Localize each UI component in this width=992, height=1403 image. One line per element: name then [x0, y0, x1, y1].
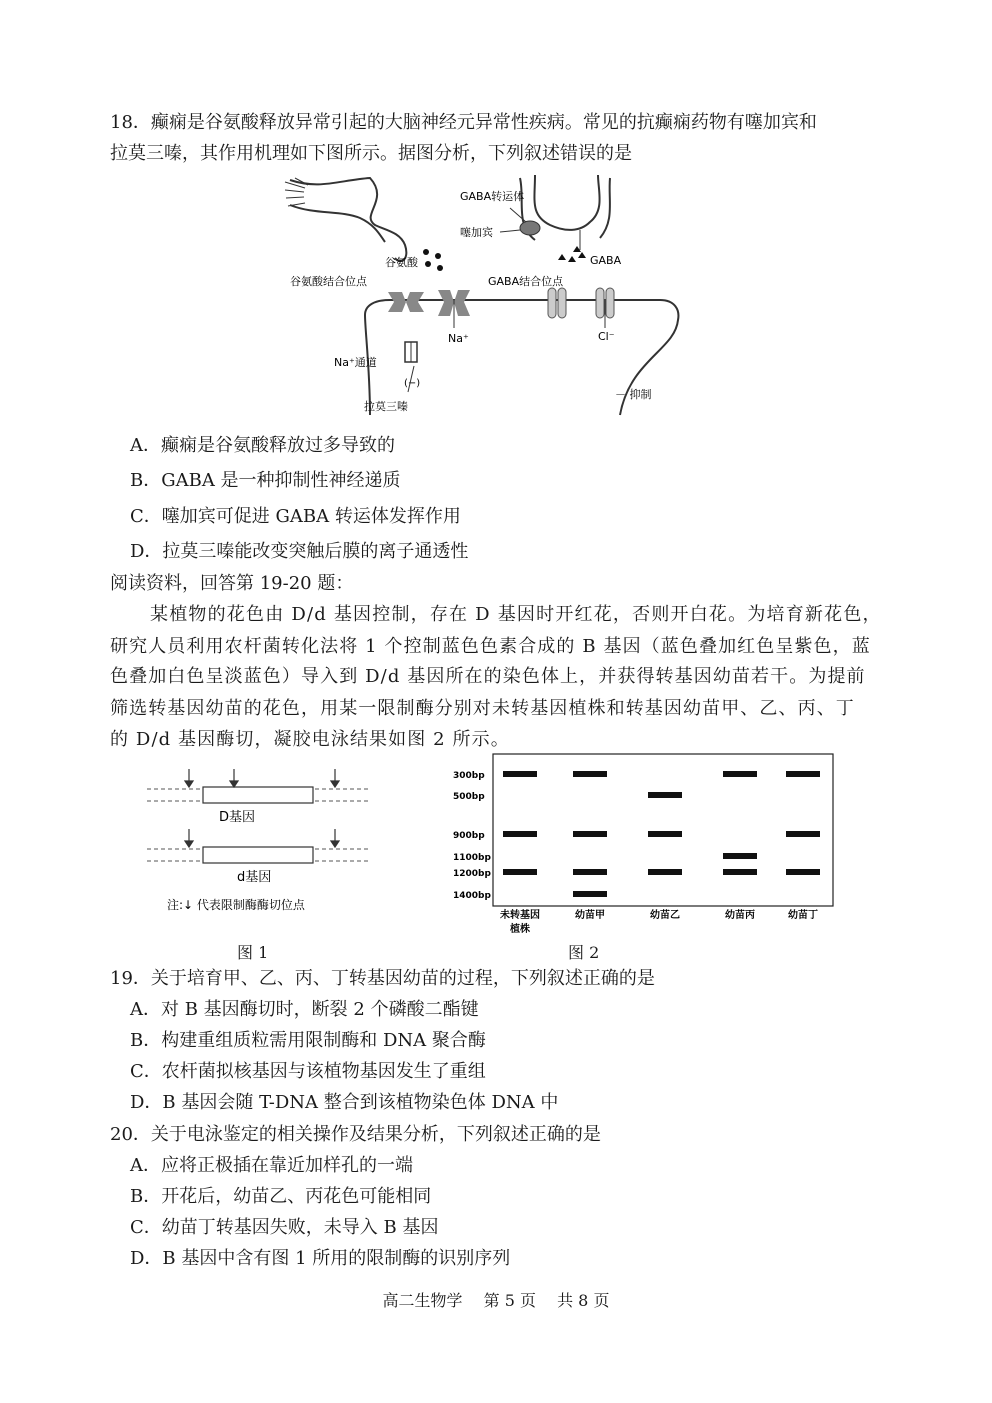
reading-paragraph-line1: 某植物的花色由 D/d 基因控制，存在 D 基因时开红花，否则开白花。为培育新花色，: [150, 604, 882, 625]
band-lane0-900bp: [503, 831, 537, 837]
synapse-figure: [280, 170, 700, 420]
band-lane4-900bp: [786, 831, 820, 837]
lane-label-0: 未转基因: [500, 910, 540, 921]
marker-label-0: 300bp: [453, 771, 485, 781]
glutamate-dots: [423, 249, 443, 271]
lane-label-0-line2: 植株: [510, 924, 530, 935]
reading-paragraph-line3: 色叠加白色呈淡蓝色）导入到 D/d 基因所在的染色体上，并获得转基因幼苗若干。为提前: [110, 666, 866, 687]
q19-option-c: C．农杆菌拟核基因与该植物基因发生了重组: [130, 1061, 486, 1082]
q18-stem-line2: 拉莫三嗪，其作用机理如下图所示。据图分析，下列叙述错误的是: [110, 143, 632, 164]
q19-option-b: B．构建重组质粒需用限制酶和 DNA 聚合酶: [130, 1030, 486, 1051]
footer-subject: 高二生物学: [382, 1291, 463, 1310]
cut-site-arrows-d: [185, 769, 339, 787]
reading-paragraph-line4: 筛选转基因幼苗的花色，用某一限制酶分别对未转基因植株和转基因幼苗甲、乙、丙、丁: [110, 698, 855, 719]
lamotrigine-label: 拉莫三嗪: [364, 400, 408, 413]
q20-option-c: C．幼苗丁转基因失败，未导入 B 基因: [130, 1217, 439, 1238]
band-lane0-1200bp: [503, 869, 537, 875]
dd-gene-label: d基因: [237, 870, 272, 885]
band-lane4-1200bp: [786, 869, 820, 875]
band-lane3-1100bp: [723, 853, 757, 859]
tiagabine-label: 噻加宾: [460, 226, 493, 239]
q20-option-d: D．B 基因中含有图 1 所用的限制酶的识别序列: [130, 1248, 511, 1269]
band-lane3-300bp: [723, 771, 757, 777]
q18-option-b: B．GABA 是一种抑制性神经递质: [130, 470, 401, 491]
presynaptic-neuron-left: [290, 178, 406, 261]
q18-stem-line1: 18．癫痫是谷氨酸释放异常引起的大脑神经元异常性疾病。常见的抗癫痫药物有噻加宾和: [110, 112, 817, 133]
marker-label-4: 1200bp: [453, 869, 491, 879]
cl-ion-label: Cl⁻: [598, 330, 615, 343]
gel-electrophoresis-chart: [450, 752, 840, 942]
cut-site-arrows-dd: [185, 829, 339, 847]
na-channel-label: Na⁺通道: [334, 356, 377, 369]
d-gene-diagram: [147, 769, 370, 825]
q20-stem: 20．关于电泳鉴定的相关操作及结果分析，下列叙述正确的是: [110, 1124, 601, 1145]
reading-paragraph-line2: 研究人员利用农杆菌转化法将 1 个控制蓝色色素合成的 B 基因（蓝色叠加红色呈紫色，蓝: [110, 636, 871, 657]
gaba-transporter: [520, 221, 540, 235]
band-lane1-1400bp: [573, 891, 607, 897]
d-gene-label: D基因: [219, 810, 256, 825]
fig1-caption: 图 1: [237, 943, 269, 962]
lane-label-1: 幼苗甲: [575, 910, 605, 921]
gaba-transporter-label: GABA转运体: [460, 190, 525, 203]
band-lane1-300bp: [573, 771, 607, 777]
gel-frame: [493, 754, 833, 906]
band-lane0-300bp: [503, 771, 537, 777]
figure-1: [145, 765, 375, 920]
band-lane2-1200bp: [648, 869, 682, 875]
q19-option-a: A．对 B 基因酶切时，断裂 2 个磷酸二酯键: [130, 999, 479, 1020]
marker-label-1: 500bp: [453, 792, 485, 802]
q18-option-d: D．拉莫三嗪能改变突触后膜的离子通透性: [130, 541, 469, 562]
glutamate-label: 谷氨酸: [385, 256, 418, 269]
footer-total: 共 8 页: [557, 1291, 610, 1310]
marker-label-5: 1400bp: [453, 891, 491, 901]
q20-option-b: B．开花后，幼苗乙、丙花色可能相同: [130, 1186, 432, 1207]
q19-stem: 19．关于培育甲、乙、丙、丁转基因幼苗的过程，下列叙述正确的是: [110, 968, 655, 989]
lane-label-2: 幼苗乙: [650, 910, 680, 921]
gaba-receptor-1: [548, 288, 566, 318]
q18-option-a: A．癫痫是谷氨酸释放过多导致的: [130, 435, 395, 456]
fig1-note: 注:↓ 代表限制酶酶切位点: [167, 898, 305, 912]
band-lane1-900bp: [573, 831, 607, 837]
band-lane1-1200bp: [573, 869, 607, 875]
lane-label-4: 幼苗丁: [788, 910, 818, 921]
q19-option-d: D．B 基因会随 T-DNA 整合到该植物染色体 DNA 中: [130, 1092, 559, 1113]
band-lane2-500bp: [648, 792, 682, 798]
marker-label-2: 900bp: [453, 831, 485, 841]
gaba-triangles: [558, 246, 586, 262]
reading-intro: 阅读资料，回答第 19-20 题：: [110, 573, 354, 594]
lane-label-3: 幼苗丙: [725, 910, 755, 921]
q20-option-a: A．应将正极插在靠近加样孔的一端: [130, 1155, 413, 1176]
page-footer: [0, 1288, 992, 1311]
gaba-label: GABA: [590, 254, 622, 267]
footer-page: 第 5 页: [483, 1291, 536, 1310]
inhibit-sign: (−): [404, 378, 421, 389]
na-ion-label: Na⁺: [448, 332, 469, 345]
q18-option-c: C．噻加宾可促进 GABA 转运体发挥作用: [130, 506, 461, 527]
glu-site-label: 谷氨酸结合位点: [290, 275, 367, 288]
band-lane3-1200bp: [723, 869, 757, 875]
dd-gene-diagram: [147, 829, 370, 885]
band-lane4-300bp: [786, 771, 820, 777]
reading-paragraph-line5: 的 D/d 基因酶切，凝胶电泳结果如图 2 所示。: [110, 729, 510, 750]
band-lane2-900bp: [648, 831, 682, 837]
gaba-site-label: GABA结合位点: [488, 275, 564, 288]
glutamate-receptor-1: [388, 292, 424, 312]
inhibit-legend: － 抑制: [615, 388, 652, 401]
fig2-caption: 图 2: [568, 943, 600, 962]
marker-label-3: 1100bp: [453, 853, 491, 863]
